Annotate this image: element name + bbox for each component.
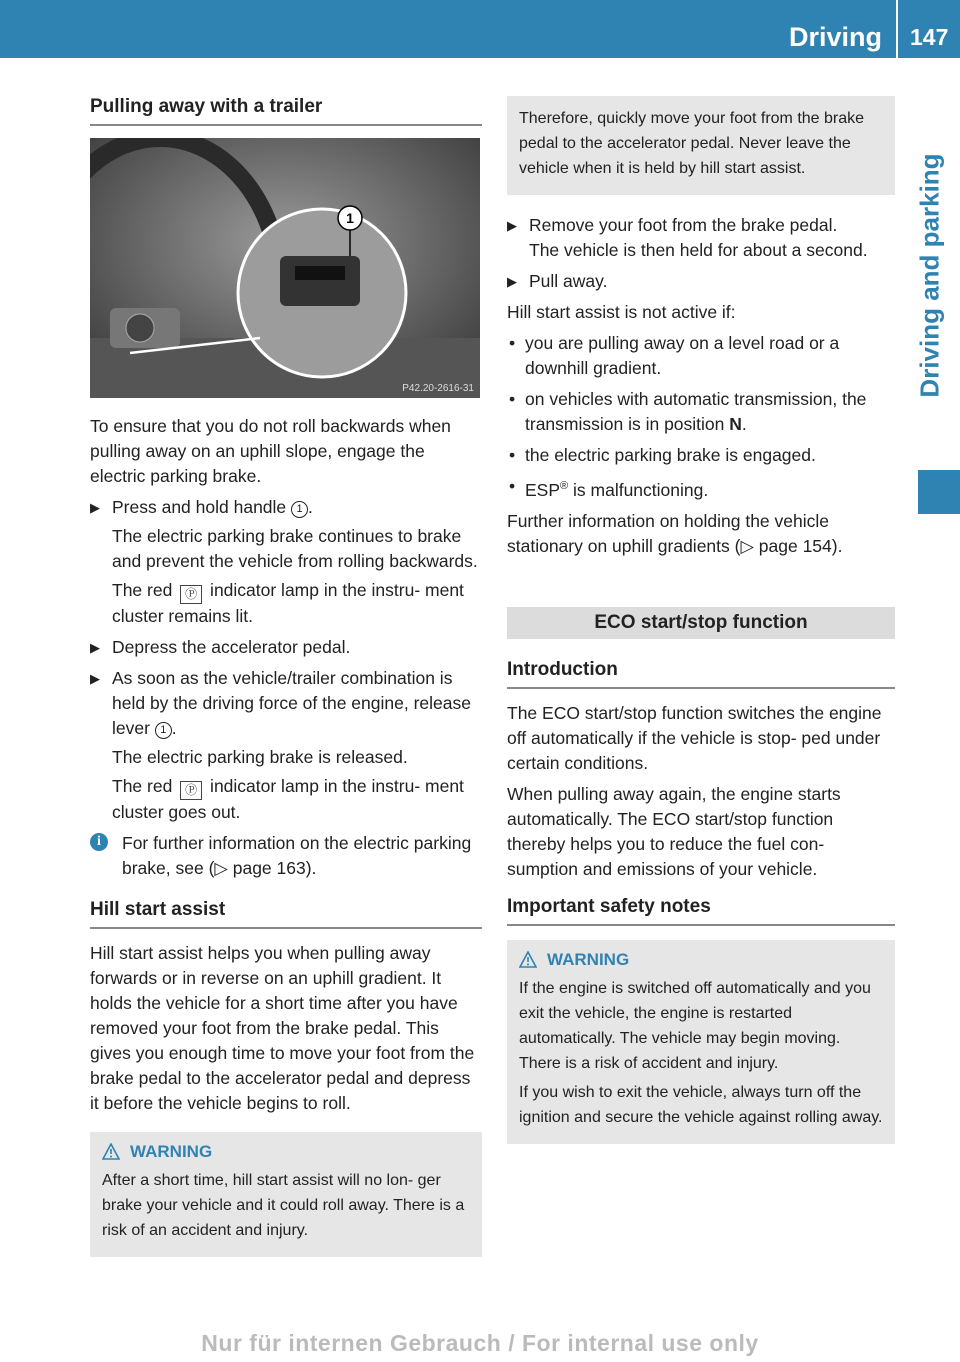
header-divider (896, 0, 898, 58)
warning-title: WARNING (547, 949, 630, 969)
list-item: • the electric parking brake is engaged. (509, 445, 816, 465)
section-heading: Important safety notes (507, 896, 895, 926)
page-number: 147 (910, 24, 949, 50)
intro-text: To ensure that you do not roll backwards when pulling away on an uphill slope, engage the electric parking brake. (90, 416, 451, 486)
hill-text: Hill start assist helps you when pulling away forwards or in reverse on an uphill gradient. It holds the vehicle for a short time after you have removed your foot from the brake pedal. This gives you enough time to move your foot from the brake pedal to the accelerator pedal and depress it before the vehicle begins to roll. (90, 943, 475, 1113)
callout-1-icon: 1 (155, 722, 172, 739)
parking-brake-lamp-icon: Ⓟ (180, 781, 202, 800)
warning-triangle-icon (102, 1143, 120, 1161)
section-heading: Hill start assist (90, 899, 482, 929)
continued-box (507, 96, 895, 195)
arrow-icon: ▶ (507, 274, 517, 289)
warning-text: After a short time, hill start assist will no lon- ger brake your vehicle and it could roll away. There is a risk of an accident and injury. (102, 1172, 465, 1239)
step-result: The red Ⓟ indicator lamp in the instru- ment cluster remains lit. (112, 580, 464, 626)
info-icon: i (90, 833, 108, 851)
list-item: • on vehicles with automatic transmission, the transmission is in position N. (509, 389, 867, 434)
footer-watermark: Nur für internen Gebrauch / For internal use only (201, 1330, 759, 1356)
intro-paragraph: When pulling away again, the engine starts automatically. The ECO start/stop function thereby helps you to reduce the fuel con- sumption and emissions of your vehicle. (507, 783, 841, 879)
section-marker (918, 470, 960, 514)
list-item: • you are pulling away on a level road or a downhill gradient. (509, 333, 840, 378)
left-column (90, 96, 482, 1257)
warning-text: If the engine is switched off automatically and you exit the vehicle, the engine is restarted automatically. The vehicle may begin moving. There is a risk of accident and injury. (519, 979, 871, 1072)
step-item: ▶ Press and hold handle 1 . The electric parking brake continues to brake and prevent the vehicle from rolling backwards. The red Ⓟ indicator lamp in the instru- ment cluster remains lit. (90, 495, 482, 629)
arrow-icon: ▶ (90, 640, 100, 655)
right-column (507, 96, 895, 1144)
step-result: The vehicle is then held for about a second. (529, 240, 868, 260)
svg-text:1: 1 (346, 210, 354, 226)
parking-brake-lamp-icon: Ⓟ (180, 585, 202, 604)
continued-text: Therefore, quickly move your foot from the brake pedal to the accelerator pedal. Never leave the vehicle when it is held by hill start assist. (519, 110, 865, 177)
dashboard-photo (90, 138, 480, 398)
section-heading: Pulling away with a trailer (90, 96, 482, 126)
condition-intro: Hill start assist is not active if: (507, 302, 736, 322)
info-note: i For further information on the electric parking brake, see (▷ page 163). (90, 831, 482, 881)
step-item: ▶ As soon as the vehicle/trailer combination is held by the driving force of the engine, release lever 1 . The electric parking brake is released. The red Ⓟ indicator lamp in the instru- ment cluster goes out. (90, 666, 482, 825)
step-result: The electric parking brake continues to brake and prevent the vehicle from rolling backwards. (112, 526, 478, 571)
figure-parking-brake (90, 138, 480, 398)
chapter-title: Driving (788, 22, 882, 52)
list-item: • ESP® is malfunctioning. (509, 476, 709, 500)
intro-paragraph: The ECO start/stop function switches the engine off automatically if the vehicle is stop- ped under certain conditions. (507, 702, 882, 773)
figure-code: P42.20-2616-31 (402, 383, 474, 394)
step-result: The red Ⓟ indicator lamp in the instru- ment cluster goes out. (112, 776, 464, 822)
warning-box (507, 940, 895, 1144)
warning-title: WARNING (130, 1142, 213, 1161)
callout-1-icon: 1 (291, 501, 308, 518)
section-banner: ECO start/stop function (507, 607, 895, 639)
section-heading: Introduction (507, 659, 895, 689)
section-side-tab (900, 92, 960, 458)
arrow-icon: ▶ (90, 671, 100, 686)
warning-box (90, 1132, 482, 1257)
further-info: Further information on holding the vehicle stationary on uphill gradients (▷ page 154). (507, 510, 843, 556)
arrow-icon: ▶ (90, 500, 100, 515)
step-result: The electric parking brake is released. (112, 747, 408, 767)
step-item: ▶ Pull away. (507, 269, 895, 294)
warning-text: If you wish to exit the vehicle, always turn off the ignition and secure the vehicle against rolling away. (519, 1083, 883, 1126)
section-tab-label: Driving and parking (914, 152, 945, 398)
step-item: ▶ Depress the accelerator pedal. (90, 635, 482, 660)
arrow-icon: ▶ (507, 218, 517, 233)
step-item: ▶ Remove your foot from the brake pedal. The vehicle is then held for about a second. (507, 213, 895, 263)
warning-triangle-icon (519, 951, 537, 969)
